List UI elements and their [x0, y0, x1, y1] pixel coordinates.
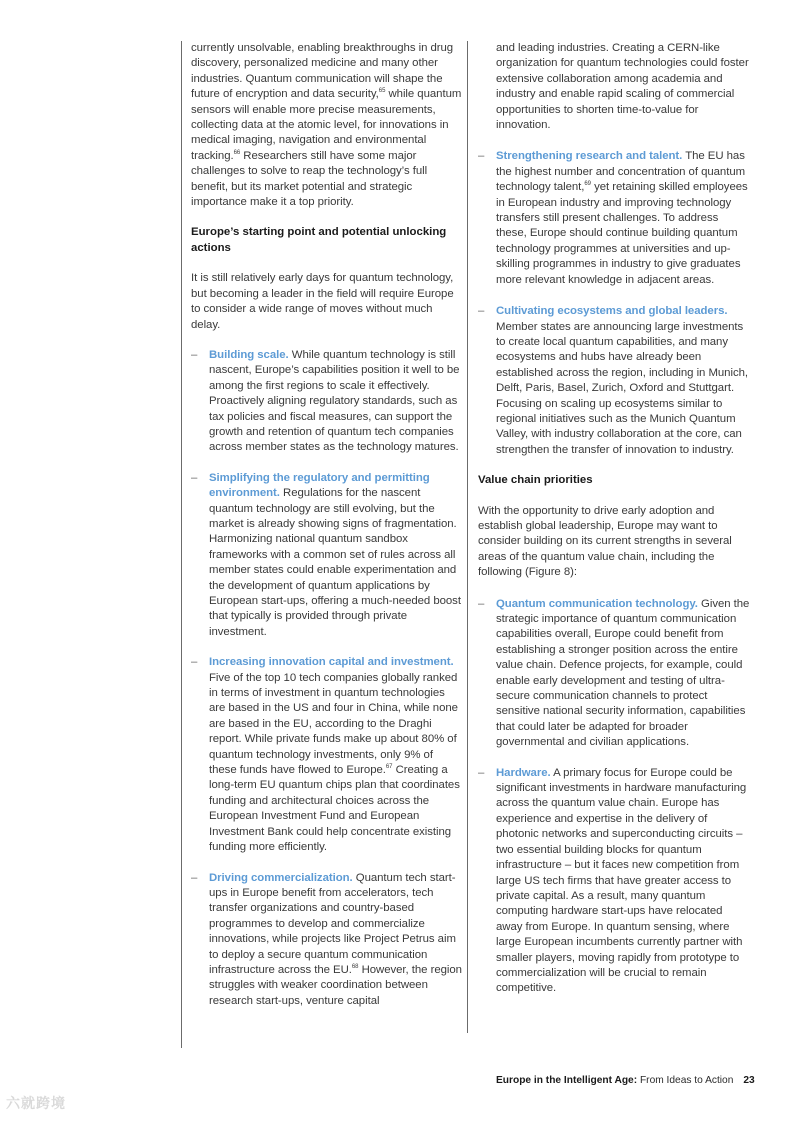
bullet-quantum-communication: – Quantum communication technology. Given the strategic importance of quantum communication capabilities overall, Europe could benefit from establishing a stronger position across the entire value chain. Defence projects, for example, could enable early development and testing of ultra-secure communication channels to protect sensitive national security information, capabilities that could later be adapted for broader governmental and civilian applications. — [478, 597, 750, 749]
value-chain-heading: Value chain priorities — [478, 474, 593, 487]
watermark: 六就跨境 — [6, 1095, 66, 1111]
bullet-commercialization: – Driving commercialization. Quantum tech start-ups in Europe benefit from accelerators, tech transfer organizations and country-based programmes to develop and commercialize innovations, while projects like Project Petrus aim to deploy a secure quantum communication infrastructure across the EU.$^{68}$ However, the region struggles with weaker coordination between research start-ups, venture capital — [191, 871, 462, 1007]
bullet-innovation-capital: – Increasing innovation capital and investment. Five of the top 10 tech companies globally ranked in terms of investment in quantum technologies are based in the US and four in China, while none are based in the EU, according to the Draghi report. While private funds make up about 80% of quantum technology investments, only 9% of these funds have flowed to Europe.$^{67}$ Creating a long-term EU quantum chips plan that coordinates funding and architectural choices across the European Investment Fund and European Investment Bank could help concentrate existing funding more efficiently. — [191, 656, 460, 854]
bullet-ecosystems: – Cultivating ecosystems and global leaders. Member states are announcing large investments to create local quantum capabilities, and many ecosystems and hubs have already been established across the region, including in Munich, Delft, Paris, Basel, Zurich, Oxford and Stuttgart. Focusing on scaling up ecosystems similar to regional initiatives such as the Munich Quantum Valley, with industry collaboration at the core, can strengthen the transfer of innovation to industry. — [478, 305, 748, 456]
left-column — [191, 41, 463, 1009]
bullet-hardware: – Hardware. A primary focus for Europe could be significant investments in hardware manufacturing across the quantum value chain. Europe has experience and expertise in the delivery of photonic networks and superconducting circuits – two essential building blocks for quantum infrastructure – but it faces new competition from large US tech firms that have greater access to private capital. As a result, many quantum computing hardware start-ups have relocated away from Europe. In quantum sensing, where large European incumbents currently partner with smaller players, moving rapidly from prototype to commercialization will be crucial to remain competitive. — [478, 766, 747, 995]
page-footer — [496, 1075, 755, 1086]
continued-bullet-text: and leading industries. Creating a CERN-like organization for quantum technologies could foster extensive collaboration among academia and industry and enable rapid scaling of commercial opportunities to shorten time-to-value for innovation. — [496, 42, 749, 132]
bullet-research-talent: – Strengthening research and talent. The EU has the highest number and concentration of quantum technology talent,$^{69}$ yet retaining skilled employees in European industry and improving technology transfers still present challenges. To address these, Europe should continue building quantum technology programmes at universities and up-skilling programmes in industry to give graduates more relevant knowledge in adjacent areas. — [478, 150, 748, 286]
body-paragraph: It is still relatively early days for quantum technology, but becoming a leader in the field will require Europe to consider a wide range of moves without much delay. — [191, 272, 454, 331]
column-divider-left — [181, 41, 182, 1048]
column-divider-middle — [467, 41, 468, 1033]
value-chain-paragraph: With the opportunity to drive early adoption and establish global leadership, Europe may want to consider building on its current strengths in several areas of the quantum value chain, including the following (Figure 8): — [478, 504, 732, 579]
right-column — [478, 41, 750, 997]
section-heading: Europe’s starting point and potential unlocking actions — [191, 226, 447, 254]
footer-subtitle: From Ideas to Action — [637, 1075, 734, 1086]
intro-paragraph: currently unsolvable, enabling breakthroughs in drug discovery, personalized medicine and many other industries. Quantum communication will shape the future of encryption and data security,$^{65}$ while quantum sensors will enable more precise measurements, collecting data at the atomic level, for innovations in medical imaging, navigation and environmental tracking.$^{66}$ Researchers still have some major challenges to solve to reap the technology’s full benefit, but its market potential and strategic importance make it a top priority. — [191, 42, 462, 209]
footer-report-title: Europe in the Intelligent Age: — [496, 1075, 638, 1086]
page-number: 23 — [743, 1075, 755, 1086]
bullet-building-scale: – Building scale. While quantum technology is still nascent, Europe’s capabilities position it well to be among the first regions to scale it effectively. Proactively aligning regulatory standards, such as tax policies and fiscal measures, can support the growth and retention of quantum tech companies across member states as the technology matures. — [191, 348, 460, 454]
bullet-regulatory: – Simplifying the regulatory and permitting environment. Regulations for the nascent quantum technology are still evolving, but the market is already showing signs of fragmentation. Harmonizing national quantum sandbox frameworks with a common set of rules across all member states could enable experimentation and the development of quantum applications by European start-ups, offering a much-needed boost that typically is provided through private investment. — [191, 471, 461, 638]
